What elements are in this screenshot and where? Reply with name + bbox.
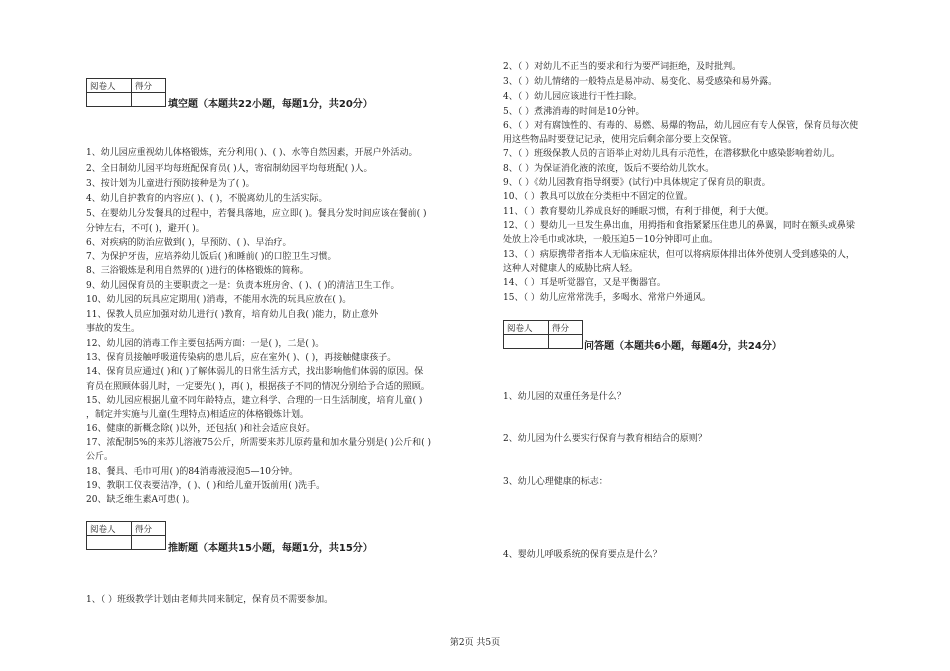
score-cell: [132, 93, 166, 107]
judge-question-line: 15、（ ）幼儿应常常洗手，多喝水、常常户外通风。: [503, 293, 711, 303]
fill-question-line: 事故的发生。: [86, 324, 141, 334]
score-label: 得分: [132, 522, 166, 536]
judge-question-line: 12、（ ）婴幼儿一旦发生鼻出血，用拇指和食指紧紧压住患儿的鼻翼，同时在额头或鼻梁: [503, 221, 855, 231]
judge-question-line: 14、（ ）耳是听觉器官，又是平衡器官。: [503, 278, 666, 288]
score-cell: [549, 335, 583, 349]
fill-question-line: 11、保教人员应加强对幼儿进行( )教育，培育幼儿自我( )能力，防止意外: [86, 310, 379, 320]
qa-question-3: 3、幼儿心理健康的标志：: [503, 477, 608, 487]
section-title-fill: 填空题（本题共22小题，每题1分，共20分）: [168, 99, 373, 110]
judge-question-line: 这种人对健康人的威胁比病人轻。: [503, 264, 639, 274]
score-label: 得分: [132, 79, 166, 93]
judge-question-line: 4、（ ）幼儿园应该进行干性扫除。: [503, 92, 643, 102]
reviewer-cell: [87, 536, 132, 550]
fill-question-line: 18、餐具、毛巾可用( )的84消毒液浸泡5—10分钟。: [86, 467, 298, 477]
judge-question-line: 7、（ ）班级保教人员的言语举止对幼儿具有示范性，在潜移默化中感染影响着幼儿。: [503, 149, 841, 159]
judge-question-line: 3、（ ）幼儿情绪的一般特点是易冲动、易变化、易受感染和易外露。: [503, 77, 778, 87]
fill-question-line: 20、缺乏维生素A可患( )。: [86, 495, 195, 505]
fill-question-line: 4、幼儿自护教育的内容应( )、( )，不脱离幼儿的生活实际。: [86, 194, 328, 204]
judge-question-line: 10、（ ）教具可以放在分类柜中不固定的位置。: [503, 192, 693, 202]
reviewer-label: 阅卷人: [87, 79, 132, 93]
judge-question-line: 9、（ ）《幼儿园教育指导纲要》(试行)中具体规定了保育员的职责。: [503, 178, 771, 188]
fill-question-line: 15、幼儿园应根据儿童不同年龄特点，建立科学、合理的一日生活制度，培育儿童( ): [86, 396, 423, 406]
fill-question-line: 公斤。: [86, 452, 114, 462]
fill-question-line: 分钟左右，不可( )，避开( )。: [86, 224, 205, 234]
fill-question-line: 育员在照顾体弱儿时，一定要先( )，再( )，根据孩子不同的情况分别给予合适的照顾。: [86, 382, 430, 392]
judge-question-line: 2、（ ）对幼儿不正当的要求和行为要严词拒绝，及时批判。: [503, 62, 742, 72]
reviewer-cell: [504, 335, 549, 349]
fill-question-line: 1、幼儿园应重视幼儿体格锻炼，充分利用( )、( )、水等自然因素，开展户外活动。: [86, 148, 418, 158]
fill-question-line: 13、保育员接触呼吸道传染病的患儿后，应在室外( )、( )，再接触健康孩子。: [86, 353, 397, 363]
reviewer-label: 阅卷人: [87, 522, 132, 536]
qa-question-2: 2、幼儿园为什么要实行保育与教育相结合的原则？: [503, 434, 707, 444]
judge-question-1: 1、（ ）班级教学计划由老师共同来制定，保育员不需要参加。: [86, 595, 334, 605]
fill-question-line: 7、为保护牙齿，应培养幼儿饭后( )和睡前( )的口腔卫生习惯。: [86, 252, 337, 262]
fill-question-line: 5、在婴幼儿分发餐具的过程中，若餐具落地，应立即( )。餐具分发时间应该在餐前( ): [86, 209, 427, 219]
score-label: 得分: [549, 321, 583, 335]
score-box-judge: [86, 521, 166, 550]
fill-question-line: ，制定并实施与儿童(生理特点)相适应的体格锻炼计划。: [86, 410, 310, 420]
reviewer-label: 阅卷人: [504, 321, 549, 335]
reviewer-cell: [87, 93, 132, 107]
judge-question-line: 8、（ ）为保证消化液的浓度，饭后不要给幼儿饮水。: [503, 164, 715, 174]
score-box-qa: [503, 320, 583, 349]
page-footer: 第2页 共5页: [449, 638, 501, 648]
judge-question-line: 11、（ ）教育婴幼儿养成良好的睡眠习惯，有利于排便，利于大便。: [503, 207, 774, 217]
section-title-qa: 问答题（本题共6小题，每题4分，共24分）: [584, 341, 782, 352]
fill-question-line: 16、健康的新概念除( )以外，还包括( )和社会适应良好。: [86, 424, 316, 434]
score-box-fill: [86, 78, 166, 107]
fill-question-line: 2、全日制幼儿园平均每班配保育员( )人，寄宿制幼园平均每班配( )人。: [86, 164, 373, 174]
fill-question-line: 10、幼儿园的玩具应定期用( )消毒，不能用水洗的玩具应放在( )。: [86, 295, 352, 305]
fill-question-line: 6、对疾病的防治应做到( )，早预防、( )、早治疗。: [86, 238, 292, 248]
fill-question-line: 14、保育员应通过( )和( )了解体弱儿的日常生活方式，找出影响他们体弱的原因。保: [86, 367, 424, 377]
judge-question-line: 13、（ ）病原携带者指本人无临床症状，但可以将病原体排出体外使别人受到感染的人，: [503, 250, 855, 260]
judge-question-line: 5、（ ）煮沸消毒的时间是10分钟。: [503, 107, 645, 117]
fill-question-line: 9、幼儿园保育员的主要职责之一是：负责本班房舍、( )、( )的清洁卫生工作。: [86, 281, 400, 291]
judge-question-line: 6、（ ）对有腐蚀性的、有毒的、易燃、易爆的物品，幼儿园应有专人保管，保育员每次使: [503, 121, 859, 131]
fill-question-line: 12、幼儿园的消毒工作主要包括两方面：一是( )，二是( )。: [86, 339, 325, 349]
score-cell: [132, 536, 166, 550]
qa-question-4: 4、婴幼儿呼吸系统的保育要点是什么？: [503, 550, 662, 560]
section-title-judge: 推断题（本题共15小题，每题1分，共15分）: [168, 543, 373, 554]
fill-question-line: 8、三浴锻炼是利用自然界的( )进行的体格锻炼的简称。: [86, 266, 309, 276]
judge-question-line: 用这些物品时要登记记录，使用完后剩余部分要上交保管。: [503, 135, 738, 145]
fill-question-line: 3、按计划为儿童进行预防接种是为了( )。: [86, 179, 255, 189]
fill-question-line: 17、浓配制5%的来苏儿溶液75公斤，所需要来苏儿原药量和加水量分别是( )公斤和( ): [86, 438, 431, 448]
judge-question-line: 处放上冷毛巾或冰块，一般压迫5－10分钟即可止血。: [503, 235, 719, 245]
qa-question-1: 1、幼儿园的双重任务是什么？: [503, 392, 626, 402]
fill-question-line: 19、教职工仪表要洁净，( )、( )和给儿童开饭前用( )洗手。: [86, 481, 326, 491]
